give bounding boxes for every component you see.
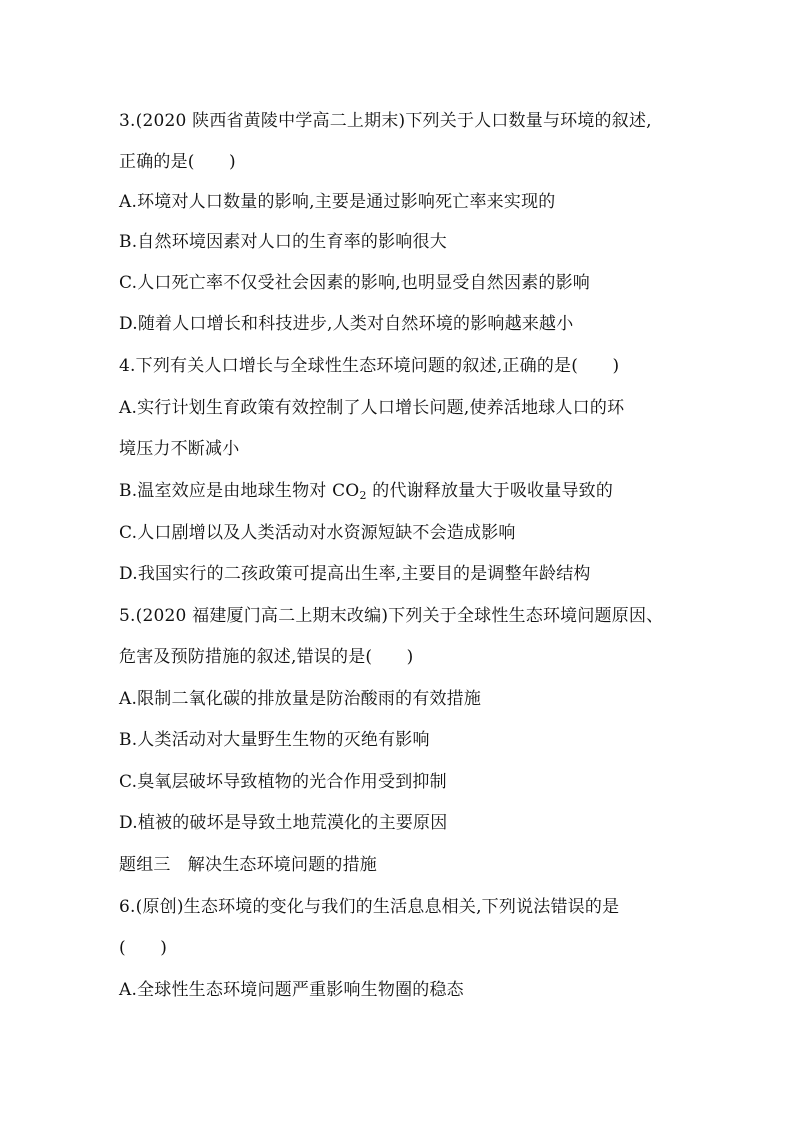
question-3-stem-line-1: 3.(2020 陕西省黄陵中学高二上期末)下列关于人口数量与环境的叙述, (119, 111, 652, 131)
question-4-option-a-line-1: A.实行计划生育政策有效控制了人口增长问题,使养活地球人口的环 (119, 398, 625, 418)
question-3-option-a: A.环境对人口数量的影响,主要是通过影响死亡率来实现的 (119, 192, 556, 212)
question-3-stem-line-2: 正确的是( ) (119, 152, 236, 172)
question-3-option-d: D.随着人口增长和科技进步,人类对自然环境的影响越来越小 (119, 314, 574, 334)
question-5-stem-line-2: 危害及预防措施的叙述,错误的是( ) (119, 647, 414, 667)
question-4-option-d: D.我国实行的二孩政策可提高出生率,主要目的是调整年龄结构 (119, 564, 591, 584)
question-4-option-c: C.人口剧增以及人类活动对水资源短缺不会造成影响 (119, 523, 516, 543)
question-5-option-b: B.人类活动对大量野生生物的灭绝有影响 (119, 730, 430, 750)
question-4-option-b (119, 480, 613, 502)
question-5-option-a: A.限制二氧化碳的排放量是防治酸雨的有效措施 (119, 689, 482, 709)
question-4-option-a-line-2: 境压力不断减小 (119, 439, 240, 459)
question-6-option-a: A.全球性生态环境问题严重影响生物圈的稳态 (119, 980, 464, 1000)
co2-subscript: 2 (359, 489, 367, 502)
question-5-option-c: C.臭氧层破坏导致植物的光合作用受到抑制 (119, 772, 447, 792)
question-5-option-d: D.植被的破坏是导致土地荒漠化的主要原因 (119, 813, 448, 833)
question-6-stem-line-1: 6.(原创)生态环境的变化与我们的生活息息相关,下列说法错误的是 (119, 897, 620, 917)
question-6-stem-line-2: ( ) (119, 938, 168, 958)
question-5-stem-line-1: 5.(2020 福建厦门高二上期末改编)下列关于全球性生态环境问题原因、 (119, 606, 664, 626)
question-4-option-b-post: 的代谢释放量大于吸收量导致的 (366, 481, 614, 501)
question-4-stem: 4.下列有关人口增长与全球性生态环境问题的叙述,正确的是( ) (119, 356, 620, 376)
section-heading: 题组三 解决生态环境问题的措施 (119, 855, 377, 875)
question-4-option-b-pre: B.温室效应是由地球生物对 CO (119, 481, 360, 501)
question-3-option-c: C.人口死亡率不仅受社会因素的影响,也明显受自然因素的影响 (119, 273, 591, 293)
question-3-option-b: B.自然环境因素对人口的生育率的影响很大 (119, 232, 447, 252)
